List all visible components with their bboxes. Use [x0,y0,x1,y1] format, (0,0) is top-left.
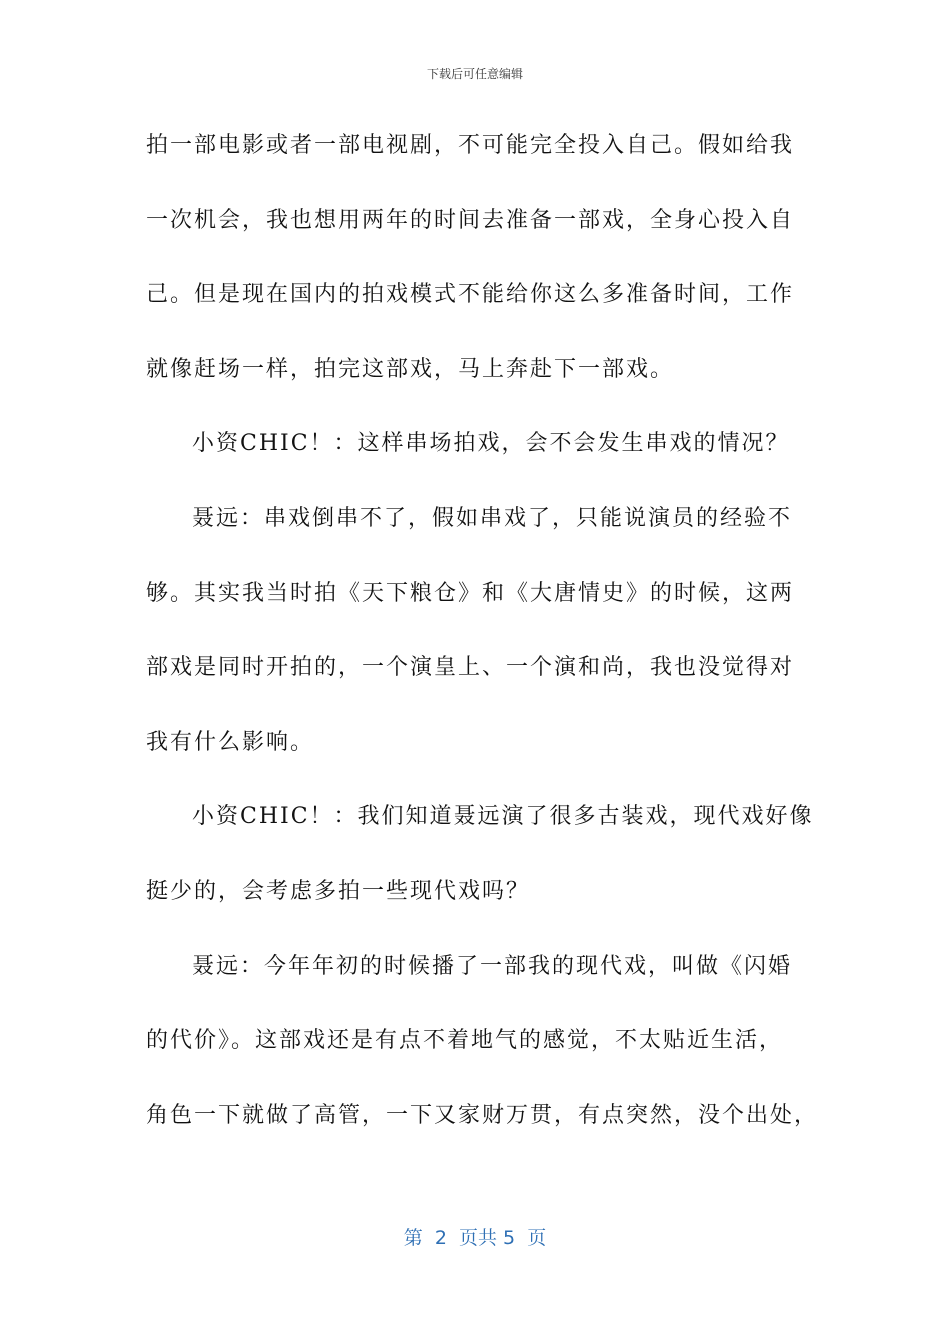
body-line-4: 就像赶场一样，拍完这部戏，马上奔赴下一部戏。 [146,356,675,382]
body-line-5: 小资CHIC！：这样串场拍戏，会不会发生串戏的情况？ [192,431,790,457]
page-header-note: 下载后可任意编辑 [426,67,523,81]
page-number-footer: 第 2 页共 5 页 [403,1227,547,1249]
body-line-2: 一次机会，我也想用两年的时间去准备一部戏，全身心投入自 [146,207,795,233]
body-line-1: 拍一部电影或者一部电视剧，不可能完全投入自己。假如给我 [146,133,795,158]
body-line-11: 挺少的，会考虑多拍一些现代戏吗？ [146,878,531,904]
body-line-6: 聂远：串戏倒串不了，假如串戏了，只能说演员的经验不 [192,505,793,531]
body-line-3: 己。但是现在国内的拍戏模式不能给你这么多准备时间，工作 [146,282,795,308]
body-line-9: 我有什么影响。 [146,729,315,755]
body-line-12: 聂远：今年年初的时候播了一部我的现代戏，叫做《闪婚 [192,953,793,979]
document-body [146,120,819,1164]
body-line-10: 小资CHIC！：我们知道聂远演了很多古装戏，现代戏好像 [192,804,814,830]
body-line-7: 够。其实我当时拍《天下粮仓》和《大唐情史》的时候，这两 [146,580,795,606]
body-line-14: 角色一下就做了高管，一下又家财万贯，有点突然，没个出处， [146,1102,819,1128]
body-line-13: 的代价》。这部戏还是有点不着地气的感觉，不太贴近生活， [146,1028,784,1054]
body-line-8: 部戏是同时开拍的，一个演皇上、一个演和尚，我也没觉得对 [146,655,795,681]
